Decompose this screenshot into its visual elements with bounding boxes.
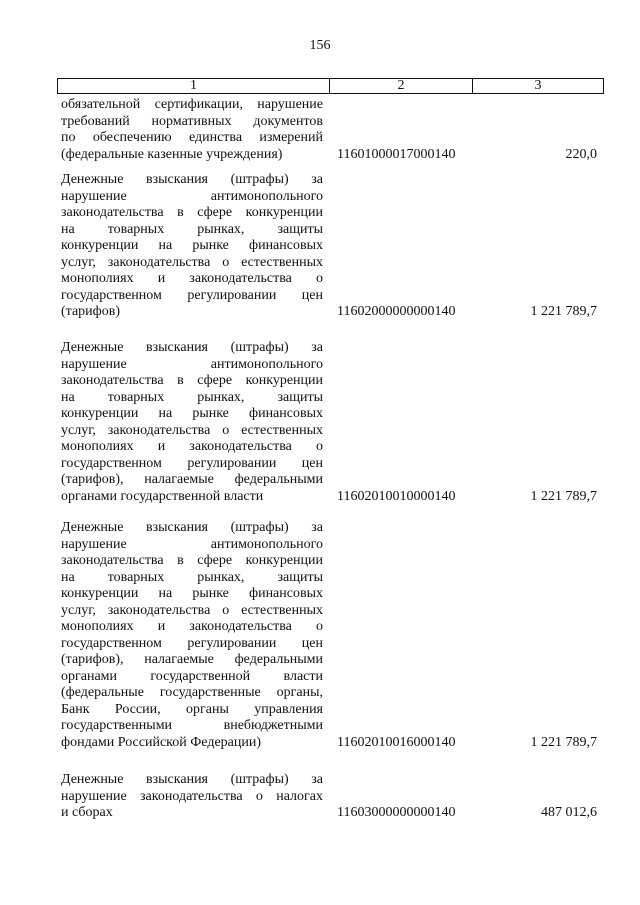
description-line: законодательства в сфере конкуренции	[61, 373, 323, 388]
table-header	[57, 78, 604, 94]
column-header-1: 1	[58, 79, 330, 93]
description-line: конкуренции на рынке финансовых	[61, 586, 323, 601]
description-line: Денежные взыскания (штрафы) за	[61, 772, 323, 787]
description-line: государственном регулировании цен	[61, 455, 323, 471]
amount-value: 220,0	[565, 146, 597, 162]
row-description	[61, 97, 323, 163]
description-line: (тарифов), налагаемые федеральными	[61, 472, 323, 487]
description-line: услуг, законодательства о естественных	[61, 422, 323, 438]
description-line: (федеральные государственные органы,	[61, 685, 323, 700]
budget-code: 11602000000000140	[337, 304, 456, 319]
budget-code: 11602010016000140	[337, 734, 456, 750]
description-line: обязательной сертификации, нарушение	[61, 97, 323, 112]
description-line: услуг, законодательства о естественных	[61, 254, 323, 270]
description-line: Денежные взыскания (штрафы) за	[61, 340, 323, 355]
description-line: на товарных рынках, защиты	[61, 389, 323, 405]
description-line: (тарифов), налагаемые федеральными	[61, 652, 323, 667]
description-line: монополиях и законодательства о	[61, 439, 323, 454]
budget-code: 11602010010000140	[337, 488, 456, 504]
description-line: нарушение антимонопольного	[61, 188, 323, 204]
description-line: нарушение антимонопольного	[61, 356, 323, 372]
description-line: законодательства в сфере конкуренции	[61, 553, 323, 568]
description-line: фондами Российской Федерации)	[61, 734, 262, 750]
description-line: монополиях и законодательства о	[61, 619, 323, 634]
description-line: законодательства в сфере конкуренции	[61, 205, 323, 220]
description-line: Денежные взыскания (штрафы) за	[61, 520, 323, 535]
column-header-2: 2	[330, 79, 473, 93]
description-line: (федеральные казенные учреждения)	[61, 146, 283, 162]
description-line: органами государственной власти	[61, 488, 264, 504]
description-line: государственном регулировании цен	[61, 287, 323, 303]
description-line: конкуренции на рынке финансовых	[61, 406, 323, 421]
description-line: по обеспечению единства измерений	[61, 130, 323, 145]
description-line: услуг, законодательства о естественных	[61, 602, 323, 618]
description-line: монополиях и законодательства о	[61, 271, 323, 286]
amount-value: 1 221 789,7	[530, 304, 597, 319]
description-line: нарушение антимонопольного	[61, 536, 323, 552]
description-line: нарушение законодательства о налогах	[61, 788, 323, 804]
amount-value: 1 221 789,7	[530, 488, 597, 504]
description-line: на товарных рынках, защиты	[61, 569, 323, 585]
budget-code: 11603000000000140	[337, 805, 456, 820]
description-line: государственными внебюджетными	[61, 718, 323, 733]
page-number: 156	[309, 38, 331, 53]
description-line: и сборах	[61, 805, 113, 820]
description-line: конкуренции на рынке финансовых	[61, 238, 323, 253]
row-description	[61, 520, 323, 751]
column-header-3: 3	[534, 78, 542, 93]
row-description	[61, 172, 323, 321]
budget-code: 11601000017000140	[337, 146, 456, 162]
row-description	[61, 772, 323, 822]
description-line: требований нормативных документов	[61, 113, 323, 129]
description-line: на товарных рынках, защиты	[61, 221, 323, 237]
amount-value: 1 221 789,7	[530, 734, 597, 750]
amount-value: 487 012,6	[541, 805, 597, 820]
description-line: органами государственной власти	[61, 668, 323, 684]
description-line: государственном регулировании цен	[61, 635, 323, 651]
row-description	[61, 340, 323, 505]
description-line: Денежные взыскания (штрафы) за	[61, 172, 323, 187]
description-line: Банк России, органы управления	[61, 701, 323, 717]
description-line: (тарифов)	[61, 304, 121, 319]
